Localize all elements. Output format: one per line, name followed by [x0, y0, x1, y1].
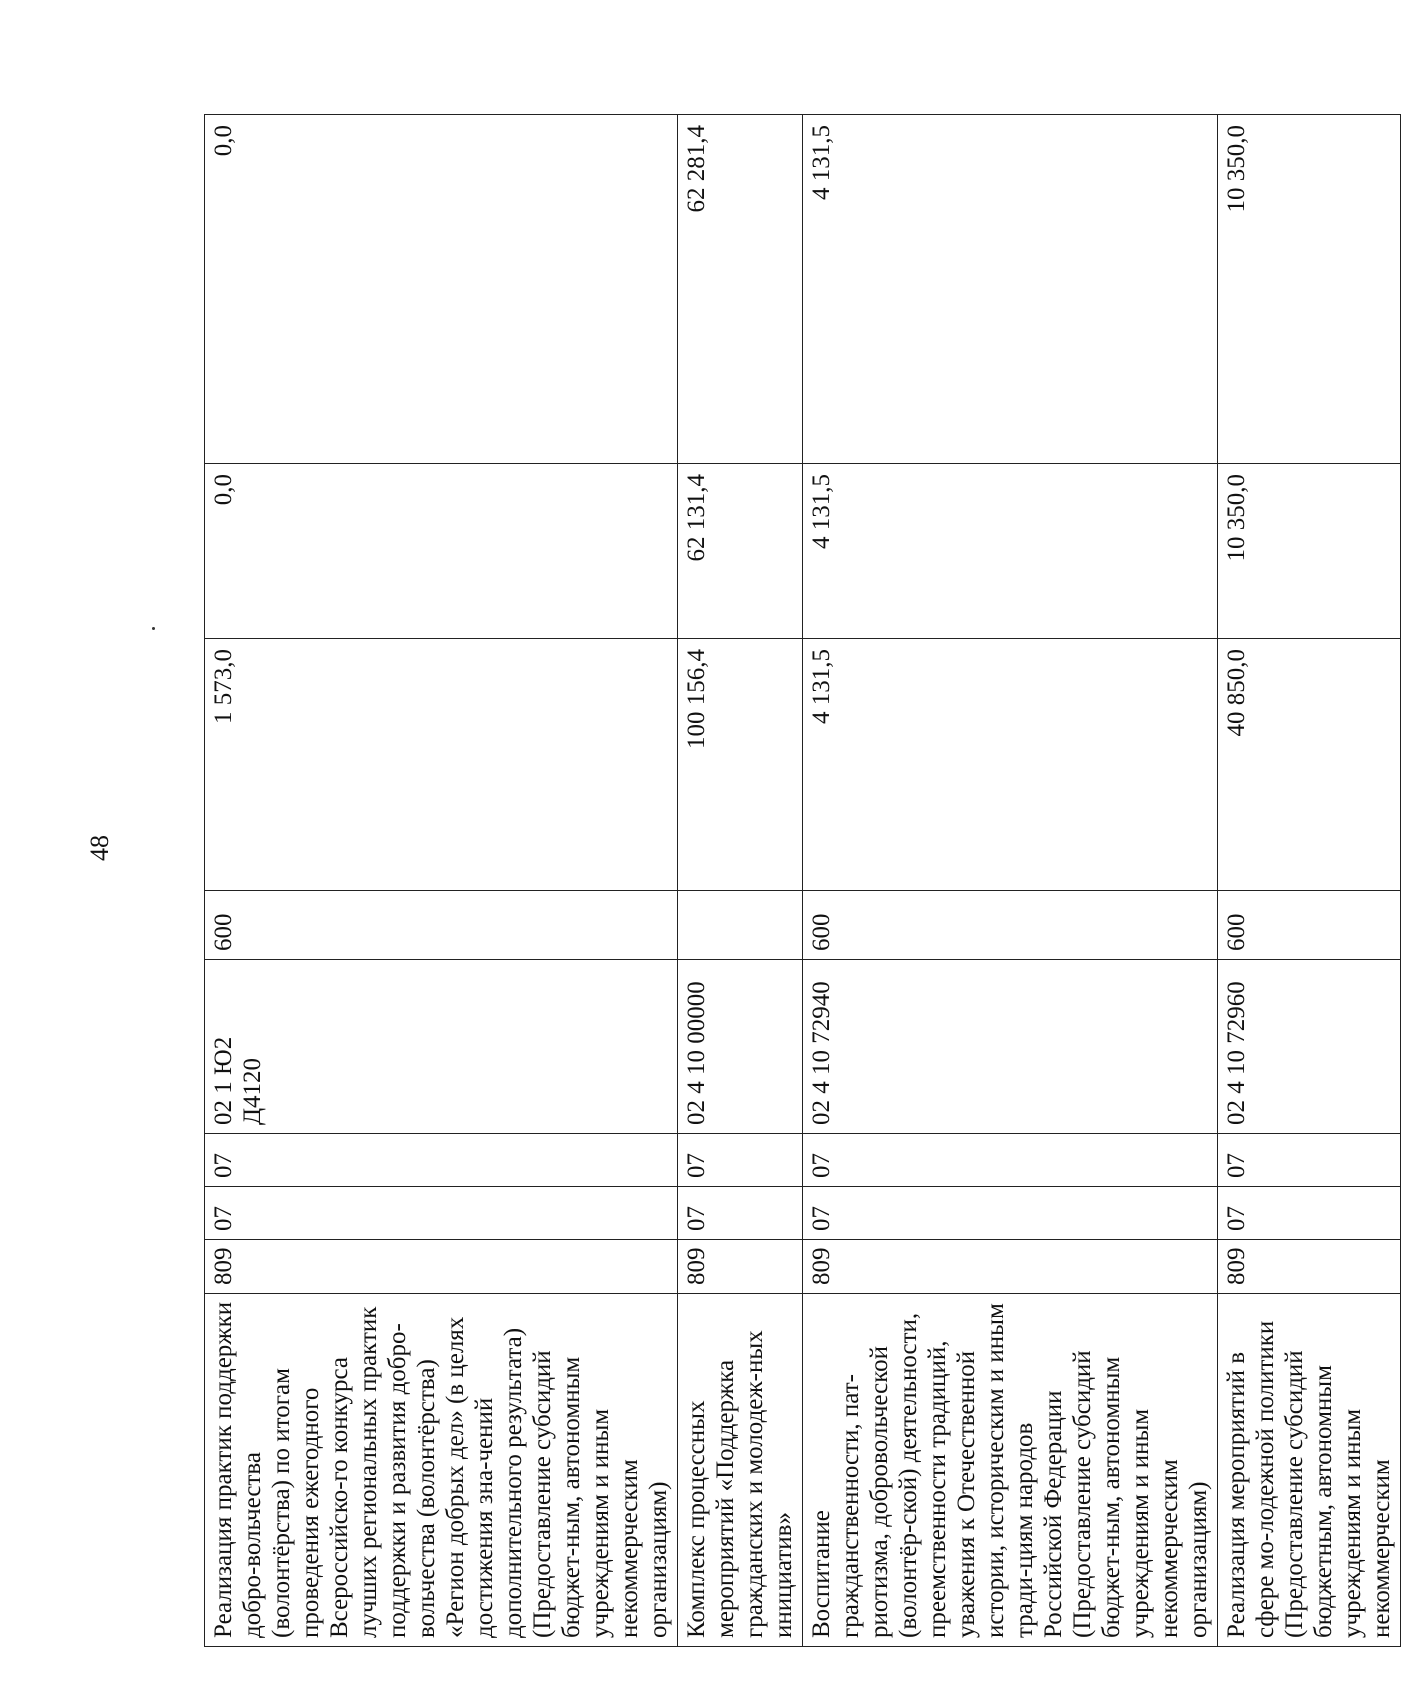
table-row [678, 115, 803, 1647]
cell-csr: 02 4 10 00000 [678, 960, 803, 1134]
cell-sum-3: 10 350,0 [1218, 115, 1401, 464]
budget-table [204, 114, 1401, 1647]
cell-vr: 600 [205, 891, 678, 960]
cell-sum-2: 4 131,5 [803, 464, 1218, 639]
cell-rz: 07 [803, 1187, 1218, 1240]
cell-csr: 02 4 10 72960 [1218, 960, 1401, 1134]
cell-csr: 02 4 10 72940 [803, 960, 1218, 1134]
cell-sum-3: 0,0 [205, 115, 678, 464]
scan-speck [152, 627, 155, 630]
cell-vr: 600 [803, 891, 1218, 960]
cell-pr: 07 [205, 1134, 678, 1187]
cell-rz: 07 [678, 1187, 803, 1240]
cell-pr: 07 [678, 1134, 803, 1187]
cell-csr: 02 1 Ю2 Д4120 [205, 960, 678, 1134]
cell-sum-3: 4 131,5 [803, 115, 1218, 464]
cell-name: Реализация практик поддержки добро-вольчества (волонтёрства) по итогам проведения ежегодного Всероссийско-го конкурса лучших региональных практик поддержки и развития добро-вольчества (волонтёрства) «Регион добрых дел» (в целях достижения зна-чений дополнительного результата) (Предоставление субсидий бюджет-ным, автономным учреждениям и иным некоммерческим организациям) [205, 1294, 678, 1647]
cell-vr: 600 [1218, 891, 1401, 960]
cell-sum-1: 4 131,5 [803, 639, 1218, 891]
cell-sum-1: 40 850,0 [1218, 639, 1401, 891]
cell-rz: 07 [1218, 1187, 1401, 1240]
table-row [205, 115, 678, 1647]
cell-sum-2: 62 131,4 [678, 464, 803, 639]
budget-table-rotated [204, 115, 1395, 1647]
cell-sum-1: 1 573,0 [205, 639, 678, 891]
cell-ved: 809 [678, 1240, 803, 1294]
cell-sum-3: 62 281,4 [678, 115, 803, 464]
cell-pr: 07 [1218, 1134, 1401, 1187]
cell-vr [678, 891, 803, 960]
cell-sum-1: 100 156,4 [678, 639, 803, 891]
table-row [1218, 115, 1401, 1647]
page-number: 48 [85, 835, 114, 861]
cell-pr: 07 [803, 1134, 1218, 1187]
cell-ved: 809 [803, 1240, 1218, 1294]
cell-ved: 809 [1218, 1240, 1401, 1294]
table-row [803, 115, 1218, 1647]
cell-sum-2: 10 350,0 [1218, 464, 1401, 639]
cell-ved: 809 [205, 1240, 678, 1294]
cell-name: Комплекс процессных мероприятий «Поддержка гражданских и молодеж-ных инициатив» [678, 1294, 803, 1647]
cell-sum-2: 0,0 [205, 464, 678, 639]
cell-rz: 07 [205, 1187, 678, 1240]
cell-name: Воспитание гражданственности, пат-риотизма, добровольческой (волонтёр-ской) деятельности, преемственности традиций, уважения к Отечественной истории, историческим и иным тради-циям народов Российской Федерации (Предоставление субсидий бюджет-ным, автономным учреждениям и иным некоммерческим организациям) [803, 1294, 1218, 1647]
cell-name: Реализация мероприятий в сфере мо-лодежной политики (Предоставление субсидий бюджетным, автономным учреждениям и иным некоммерческим [1218, 1294, 1401, 1647]
